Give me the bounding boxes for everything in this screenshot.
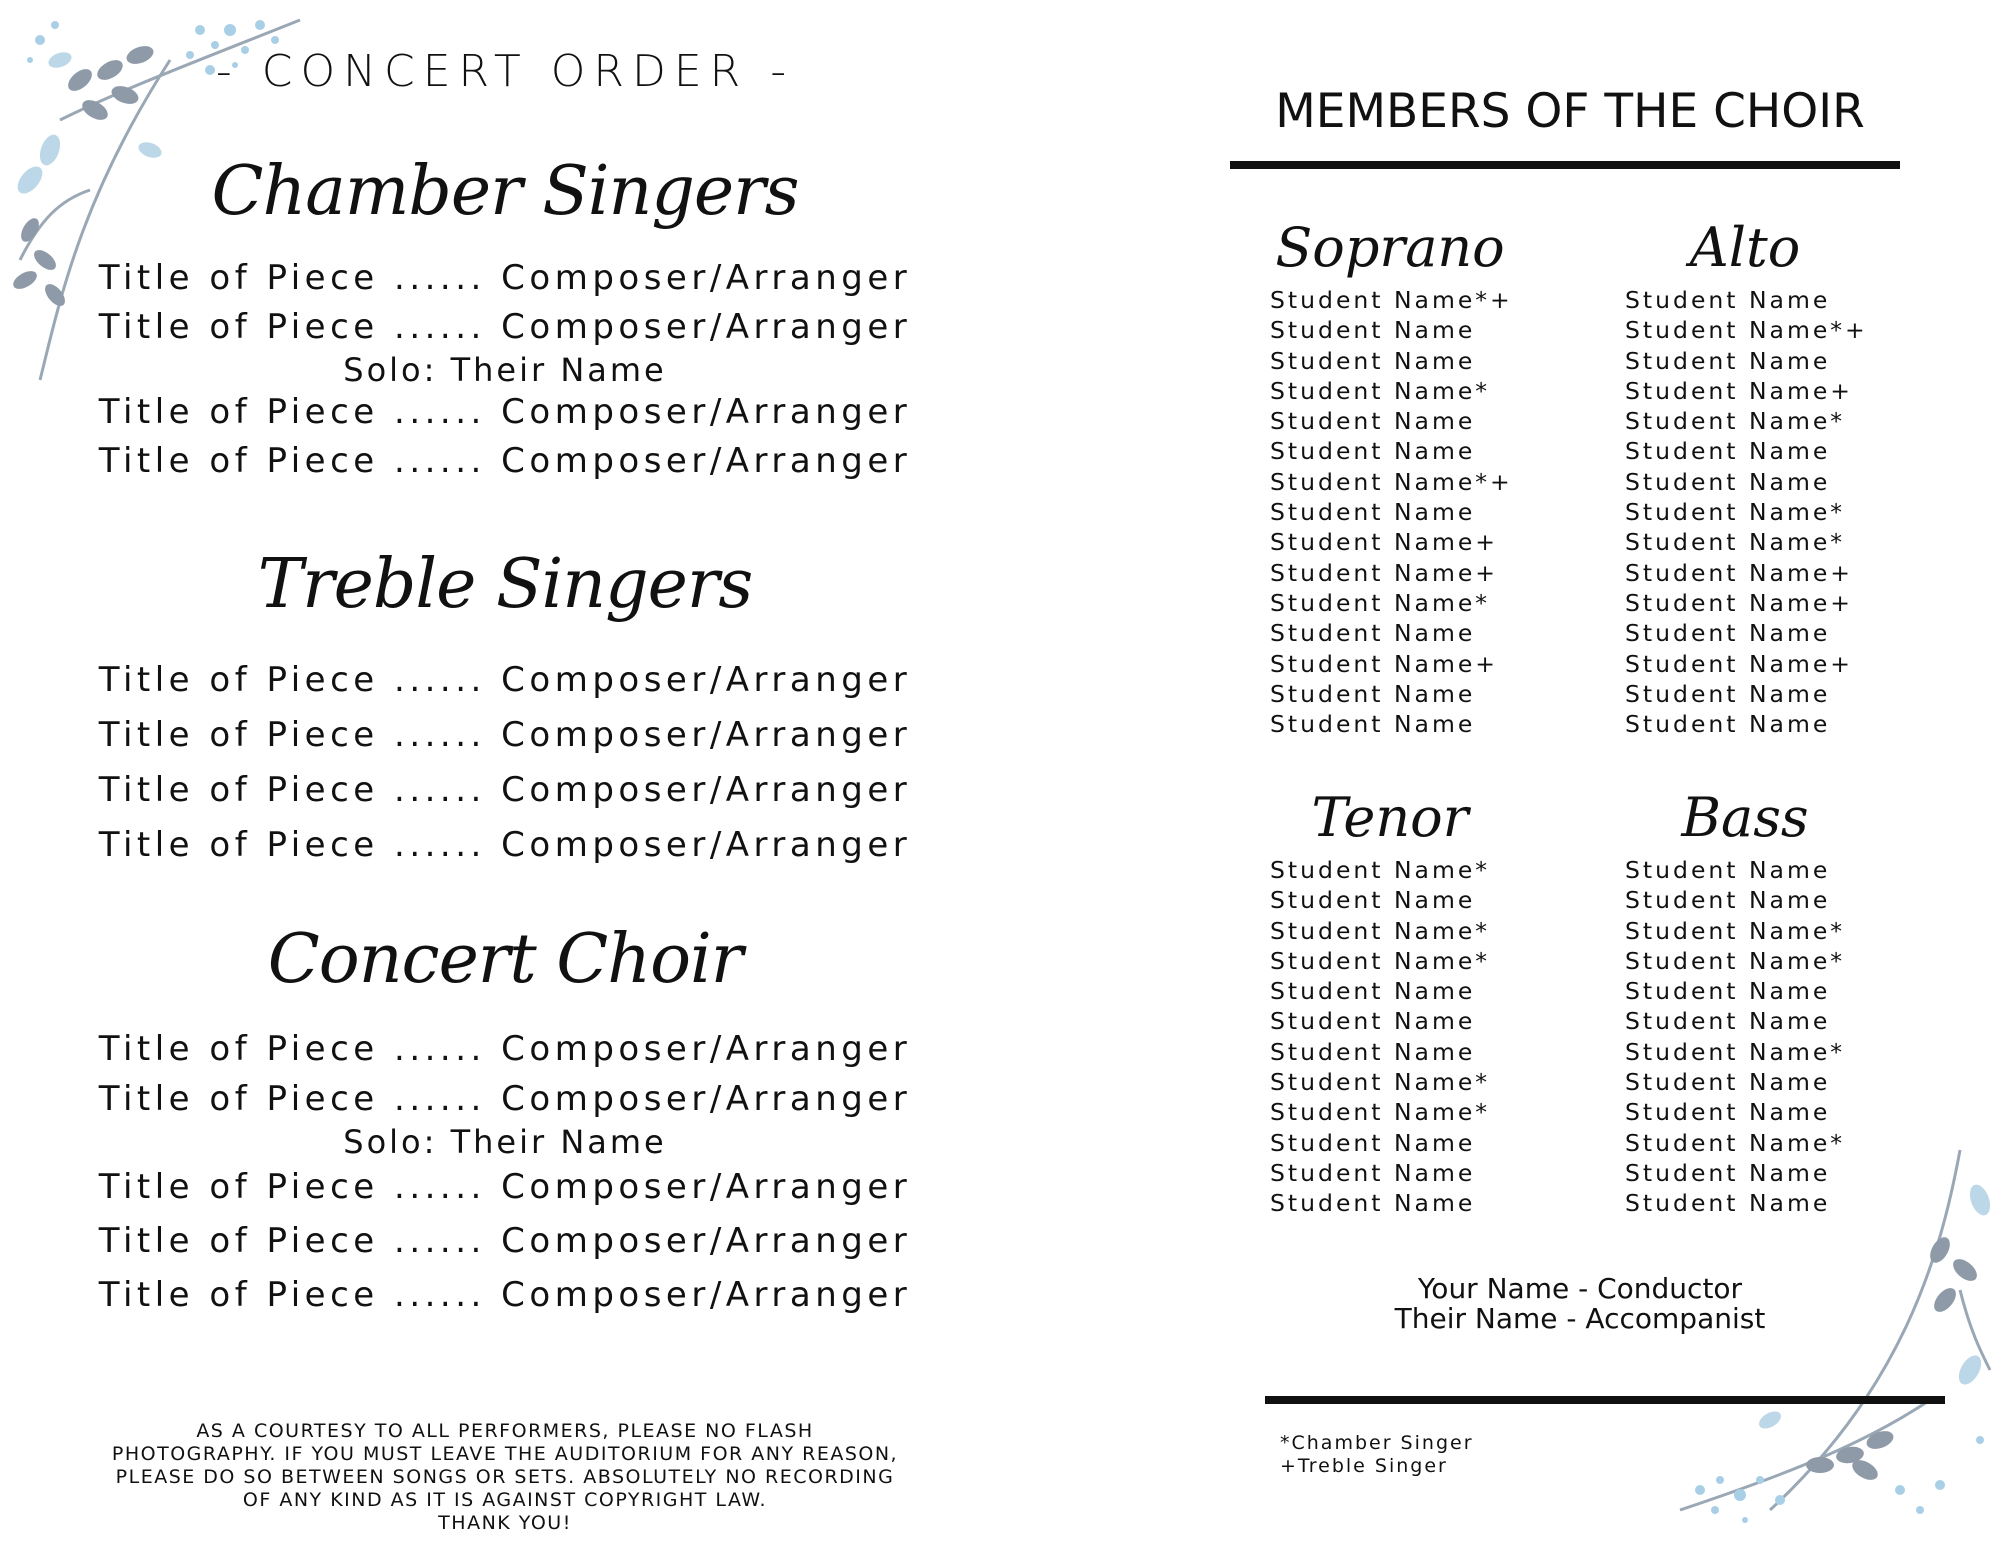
student-name: Student Name (1270, 977, 1476, 1006)
student-name: Student Name (1625, 1068, 1831, 1097)
student-name: Student Name* (1270, 1068, 1491, 1097)
piece-line: Title of Piece ...... Composer/Arranger (98, 258, 912, 298)
courtesy-line: THANK YOU! (438, 1512, 572, 1534)
piece-line: Title of Piece ...... Composer/Arranger (98, 1079, 912, 1119)
student-name: Student Name (1270, 316, 1476, 345)
student-name: Student Name*+ (1625, 316, 1868, 345)
student-name: Student Name* (1625, 1037, 1846, 1066)
voice-tenor (1270, 785, 1510, 1219)
courtesy-line: PLEASE DO SO BETWEEN SONGS OR SETS. ABSOLUTELY NO RECORDING (115, 1466, 895, 1488)
accompanist-credit: Their Name - Accompanist (1394, 1302, 1766, 1335)
courtesy-line: AS A COURTESY TO ALL PERFORMERS, PLEASE NO FLASH (196, 1420, 814, 1442)
student-name: Student Name (1625, 977, 1831, 1006)
piece-line: Title of Piece ...... Composer/Arranger (98, 825, 912, 865)
student-name: Student Name (1270, 710, 1476, 739)
piece-line: Title of Piece ...... Composer/Arranger (98, 307, 912, 347)
student-list (1270, 855, 1510, 1219)
student-name: Student Name (1625, 286, 1831, 314)
student-name: Student Name (1625, 856, 1831, 884)
student-name: Student Name (1270, 1158, 1476, 1187)
courtesy-line: OF ANY KIND AS IT IS AGAINST COPYRIGHT LAW. (242, 1489, 768, 1511)
voice-heading: Tenor (1311, 786, 1469, 849)
student-name: Student Name (1625, 437, 1831, 466)
voice-alto (1625, 215, 1868, 739)
student-name: Student Name+ (1270, 649, 1498, 678)
student-name: Student Name (1625, 1189, 1831, 1218)
student-name: Student Name (1270, 679, 1476, 708)
solo-line: Solo: Their Name (343, 1123, 667, 1161)
piece-line: Title of Piece ...... Composer/Arranger (98, 1167, 912, 1207)
student-name: Student Name+ (1625, 558, 1853, 587)
legend-chamber-singer: *Chamber Singer (1280, 1432, 1474, 1454)
student-name: Student Name* (1625, 916, 1846, 945)
student-name: Student Name* (1270, 376, 1491, 405)
student-name: Student Name (1625, 679, 1831, 708)
student-name: Student Name+ (1270, 558, 1498, 587)
student-name: Student Name (1625, 346, 1831, 375)
voice-soprano (1270, 215, 1513, 739)
student-name: Student Name*+ (1270, 467, 1513, 496)
legend (1280, 1432, 1474, 1478)
student-name: Student Name (1625, 1098, 1831, 1127)
student-name: Student Name* (1270, 856, 1491, 884)
student-name: Student Name (1270, 346, 1476, 375)
piece-line: Title of Piece ...... Composer/Arranger (98, 715, 912, 755)
courtesy-notice (90, 1420, 920, 1535)
solo-line: Solo: Their Name (343, 351, 667, 389)
piece-line: Title of Piece ...... Composer/Arranger (98, 1029, 912, 1069)
student-list (1625, 285, 1868, 739)
student-name: Student Name (1270, 437, 1476, 466)
student-name: Student Name (1270, 407, 1476, 436)
conductor-credit: Your Name - Conductor (1417, 1272, 1743, 1305)
student-name: Student Name (1625, 619, 1831, 648)
student-name: Student Name* (1270, 1098, 1491, 1127)
legend-treble-singer: +Treble Singer (1280, 1455, 1448, 1477)
student-name: Student Name (1270, 1037, 1476, 1066)
student-name: Student Name* (1270, 916, 1491, 945)
section-heading: Treble Singers (257, 545, 753, 624)
voice-heading: Bass (1681, 786, 1809, 849)
student-name: Student Name* (1270, 588, 1491, 617)
footer-divider (1265, 1396, 1945, 1404)
section-heading: Chamber Singers (211, 152, 799, 231)
student-name: Student Name (1270, 1007, 1476, 1036)
student-name: Student Name (1625, 1007, 1831, 1036)
title-divider (1230, 161, 1900, 169)
student-name: Student Name+ (1625, 649, 1853, 678)
piece-line: Title of Piece ...... Composer/Arranger (98, 1221, 912, 1261)
piece-line: Title of Piece ...... Composer/Arranger (98, 441, 912, 481)
student-name: Student Name* (1625, 528, 1846, 557)
student-name: Student Name (1270, 1189, 1476, 1218)
student-name: Student Name (1625, 467, 1831, 496)
student-name: Student Name (1625, 1158, 1831, 1187)
voice-heading: Soprano (1275, 216, 1505, 279)
piece-line: Title of Piece ...... Composer/Arranger (98, 1275, 912, 1315)
student-name: Student Name* (1625, 946, 1846, 975)
courtesy-line: PHOTOGRAPHY. IF YOU MUST LEAVE THE AUDITORIUM FOR ANY REASON, (111, 1443, 899, 1465)
student-name: Student Name (1270, 619, 1476, 648)
student-name: Student Name (1270, 886, 1476, 915)
members-title: MEMBERS OF THE CHOIR (1275, 84, 1865, 139)
concert-order-title: - CONCERT ORDER - (215, 46, 795, 97)
piece-line: Title of Piece ...... Composer/Arranger (98, 392, 912, 432)
piece-line: Title of Piece ...... Composer/Arranger (98, 770, 912, 810)
voice-heading: Alto (1689, 216, 1801, 279)
student-name: Student Name*+ (1270, 286, 1513, 314)
section-chamber-singers (0, 152, 1010, 486)
student-list (1625, 855, 1865, 1219)
members-page (1190, 0, 2000, 1545)
section-heading: Concert Choir (267, 920, 743, 999)
student-name: Student Name (1625, 886, 1831, 915)
student-name: Student Name* (1625, 407, 1846, 436)
student-name: Student Name* (1270, 946, 1491, 975)
section-concert-choir (0, 920, 1010, 1322)
student-name: Student Name (1625, 710, 1831, 739)
student-name: Student Name* (1625, 498, 1846, 527)
student-name: Student Name* (1625, 1128, 1846, 1157)
student-name: Student Name+ (1270, 528, 1498, 557)
section-treble-singers (0, 545, 1010, 873)
student-name: Student Name+ (1625, 588, 1853, 617)
piece-line: Title of Piece ...... Composer/Arranger (98, 660, 912, 700)
student-list (1270, 285, 1513, 739)
student-name: Student Name (1270, 498, 1476, 527)
voice-bass (1625, 785, 1865, 1219)
student-name: Student Name (1270, 1128, 1476, 1157)
student-name: Student Name+ (1625, 376, 1853, 405)
